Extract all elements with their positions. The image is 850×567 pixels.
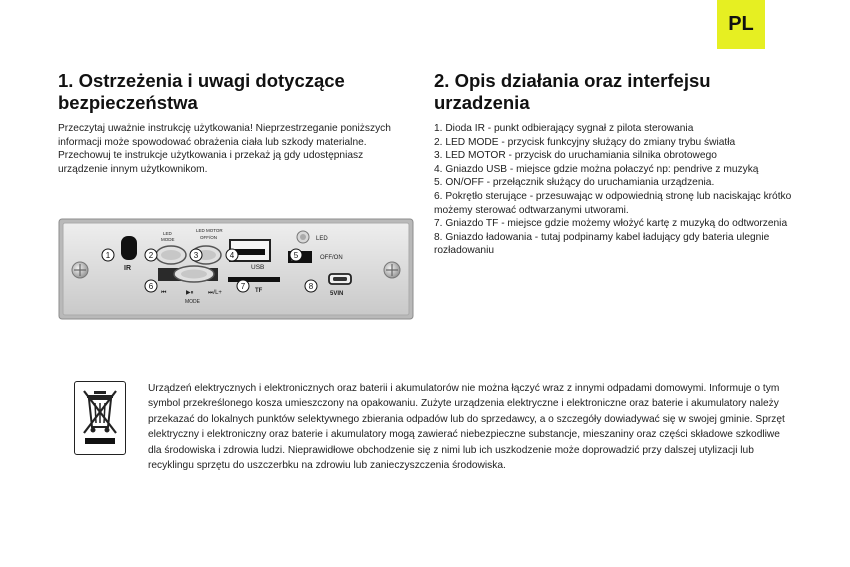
led-motor-label-2: OFF/ON	[200, 235, 217, 240]
led-mode-label-2: MODE	[161, 237, 175, 242]
interface-heading: 2. Opis działania oraz interfejsu urzadzenia	[434, 70, 711, 113]
usb-label: USB	[251, 264, 265, 271]
list-item: 5. ON/OFF - przełącznik służący do uruchamiania urządzenia.	[434, 177, 715, 189]
control-knob[interactable]	[158, 266, 218, 282]
list-item: 6. Pokrętło sterujące - przesuwając w odpowiednią stronę lub naciskając krótko możemy sterować odtwarzanymi utworami.	[434, 190, 792, 216]
charging-port[interactable]	[329, 274, 351, 284]
callout-number: 5	[293, 251, 299, 260]
disposal-text: Urządzeń elektrycznych i elektronicznych oraz baterii i akumulatorów nie można łączyć wraz z innymi odpadami domowymi. Informuje o tym symbol przekreślonego kosza umieszczony na opakowaniu. Zużyte urządzenia elektryczne i elektroniczne oraz baterie i akumulatory należy przekazać do lokalnych punktów selektywnego zbierania odpadów lub do sprzedawcy, a o szczegóły dowiadywać się w swojej gminie. Sprzęt elektryczny i elektroniczny oraz baterie i akumulatory mogą zawierać niebezpieczne substancje, mieszaniny oraz części składowe szkodliwe dla środowiska i zdrowia ludzi. Nieprawidłowe obchodzenie się z nimi lub ich uszkodzenie może doprowadzić przy dalszej utylizacji lub recyklingu sprzętu do uszczerbku na zdrowiu lub zanieczyszczenia środowiska.	[148, 383, 785, 472]
prev-label: ⏮	[161, 290, 167, 296]
tf-label: TF	[255, 288, 263, 294]
led-mode-button[interactable]	[156, 246, 186, 264]
callout-4	[226, 249, 238, 261]
device-panel-illustration	[58, 218, 414, 320]
list-item: 7. Gniazdo TF - miejsce gdzie możemy włożyć kartę z muzyką do odtworzenia	[434, 218, 788, 230]
screw-icon-left	[72, 262, 88, 278]
list-item: 2. LED MODE - przycisk funkcyjny służący do zmiany trybu światła	[434, 136, 736, 148]
weee-bin-icon	[74, 381, 126, 455]
callout-7	[237, 280, 249, 292]
safety-heading: 1. Ostrzeżenia i uwagi dotyczące bezpieczeństwa	[58, 70, 345, 113]
list-item: 1. Dioda IR - punkt odbierający sygnał z pilota sterowania	[434, 123, 694, 134]
offon-label: OFF/ON	[320, 255, 343, 261]
safety-text: Przeczytaj uważnie instrukcję użytkowania! Nieprzestrzeganie poniższych informacji może spowodować obrażenia ciała lub szkody materialne. Przechowuj te instrukcje użytkowania i przekaż ją gdy udostępniasz urządzenie innym użytkownikom.	[58, 123, 391, 175]
tf-slot[interactable]	[228, 277, 280, 282]
charge-label: 5VIN	[330, 291, 344, 297]
callout-number: 4	[229, 251, 235, 260]
callout-8	[305, 280, 317, 292]
callout-2	[145, 249, 157, 261]
list-item: 3. LED MOTOR - przycisk do uruchamiania silnika obrotowego	[434, 150, 717, 162]
led-motor-label-1: LED MOTOR	[196, 228, 223, 233]
callout-number: 2	[148, 251, 154, 260]
led-indicator	[297, 231, 309, 243]
callout-6	[145, 280, 157, 292]
callout-number: 3	[193, 251, 199, 260]
led-mode-label-1: LED	[163, 231, 172, 236]
callout-1	[102, 249, 114, 261]
list-item: 8. Gniazdo ładowania - tutaj podpinamy kabel ładujący gdy bateria ulegnie rozładowaniu	[434, 231, 770, 257]
led-label: LED	[316, 236, 328, 242]
callout-number: 6	[148, 282, 154, 291]
play-pause-label: ▶⏸	[186, 290, 194, 296]
interface-list	[434, 122, 794, 258]
callout-number: 8	[308, 282, 314, 291]
ir-label: IR	[124, 265, 131, 272]
callout-5	[290, 249, 302, 261]
callout-number: 1	[105, 251, 111, 260]
mode-label: MODE	[185, 299, 200, 305]
callout-number: 7	[240, 282, 246, 291]
next-label: ⏭/L+	[208, 290, 222, 296]
callout-3	[190, 249, 202, 261]
language-badge: PL	[717, 0, 765, 49]
screw-icon-right	[384, 262, 400, 278]
list-item: 4. Gniazdo USB - miejsce gdzie można połaczyć np: pendrive z muzyką	[434, 163, 759, 175]
